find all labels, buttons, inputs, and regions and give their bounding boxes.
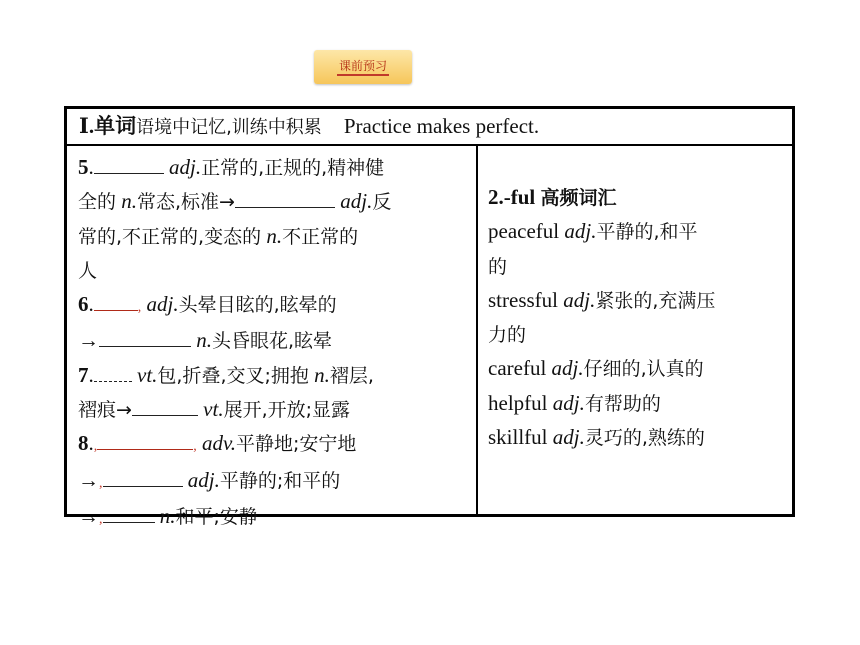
section-label: Ⅰ.单词 (79, 114, 137, 138)
item5-pos1: adj. (169, 155, 202, 179)
item8-blank3[interactable] (103, 504, 155, 523)
word-pos: adj. (551, 356, 584, 381)
right-heading-en: 2.-ful (488, 185, 536, 209)
item6-pos1: adj. (146, 292, 179, 317)
item8-def3: 和平;安静 (175, 505, 258, 528)
item6-blank2[interactable] (99, 328, 191, 347)
item7-pos3: vt. (203, 397, 224, 422)
item7-line1: 7. vt.包,折叠,交叉;拥抱 n.褶层, (78, 362, 374, 387)
item8-blank1[interactable] (97, 431, 193, 450)
item8-arrow2: → (78, 503, 99, 528)
word-row (488, 284, 784, 318)
word-def: 有帮助的 (584, 392, 661, 415)
word-row (488, 421, 784, 455)
item8-pos2: adj. (187, 467, 220, 492)
item8-pos1: adv. (202, 431, 237, 456)
word-pos: adj. (564, 219, 597, 244)
word-en: skillful (488, 425, 548, 450)
item8-line2: →, adj.平静的;和平的 (78, 467, 341, 492)
item8-def2: 平静的;和平的 (219, 469, 341, 492)
word-en: peaceful (488, 219, 560, 244)
item8-def1: 平静地;安宁地 (236, 433, 357, 456)
item5-pos3: adj. (340, 189, 373, 214)
item7-pos1: vt. (137, 362, 158, 387)
word-row-cont (488, 250, 784, 284)
vocab-table (64, 106, 795, 528)
item8-number: 8 (78, 431, 89, 456)
word-row (488, 387, 784, 421)
item6-number: 6 (78, 292, 89, 317)
section-subtitle: 语境中记忆,训练中积累 (136, 117, 322, 138)
item5-def3: 反 (372, 191, 392, 214)
item5-blank2[interactable] (235, 189, 335, 208)
item7-def2b: 褶痕→ (78, 399, 132, 422)
right-heading (488, 181, 784, 215)
item5-def3b: 常的,不正常的,变态的 (78, 225, 262, 248)
item7-def1: 包,折叠,交叉;拥抱 (157, 364, 309, 387)
word-en: helpful (488, 390, 548, 415)
word-pos: adj. (552, 425, 585, 450)
word-en: careful (488, 356, 547, 381)
item6-arrow: → (78, 328, 99, 353)
word-def-cont: 的 (488, 255, 508, 278)
item5-line4 (78, 254, 470, 288)
motto: Practice makes perfect. (343, 114, 540, 138)
item5-blank1[interactable] (94, 155, 164, 174)
item8-line3: →, n.和平;安静 (78, 503, 258, 528)
item7-blank1[interactable] (94, 363, 132, 382)
item5-def4b: 人 (78, 259, 98, 282)
item7-line2 (78, 393, 470, 427)
item7-blank2[interactable] (132, 397, 198, 416)
item5-pos4: n. (266, 223, 283, 248)
item5-line2 (78, 185, 470, 219)
item7-def3: 展开,开放;显露 (223, 399, 351, 422)
word-def-cont: 力的 (488, 324, 527, 347)
word-def: 仔细的,认真的 (583, 358, 704, 381)
item5-number: 5 (78, 155, 89, 179)
word-en: stressful (488, 287, 558, 312)
badge-label: 课前预习 (337, 59, 389, 76)
item8-line1: 8., , adv.平静地;安宁地 (78, 431, 357, 456)
item5-line1: 5. adj.正常的,正规的,精神健 (78, 155, 385, 179)
item5-def2: 常态,标准→ (137, 191, 235, 214)
item5-pos2: n. (121, 189, 138, 214)
item6-line1: 6. , adj.头晕目眩的,眩晕的 (78, 292, 337, 317)
item5-line3 (78, 220, 470, 254)
word-pos: adj. (563, 287, 596, 312)
item8-blank2[interactable] (103, 468, 183, 487)
item6-pos2: n. (196, 328, 212, 353)
item7-number: 7 (78, 362, 89, 387)
word-def: 平静的,和平 (596, 221, 698, 244)
word-row (488, 352, 784, 386)
table-header (67, 109, 792, 146)
item7-pos2: n. (314, 362, 330, 387)
right-heading-cn: 高频词汇 (540, 187, 617, 209)
item6-blank1[interactable] (94, 292, 138, 311)
word-row (488, 215, 784, 249)
item5-def4: 不正常的 (282, 225, 359, 248)
word-def: 紧张的,充满压 (595, 289, 716, 312)
left-column (78, 151, 470, 536)
item6-def2: 头昏眼花,眩晕 (212, 330, 333, 353)
right-column (488, 181, 784, 455)
item8-arrow1: → (78, 467, 99, 492)
column-divider (476, 146, 478, 514)
section-badge (314, 50, 412, 84)
item5-def1b: 全的 (78, 191, 117, 214)
word-row-cont (488, 318, 784, 352)
word-def: 灵巧的,熟练的 (584, 427, 705, 450)
item5-def1: 正常的,正规的,精神健 (201, 157, 385, 179)
item7-def2: 褶层, (329, 364, 374, 387)
item8-pos3: n. (159, 503, 176, 528)
item6-def1: 头晕目眩的,眩晕的 (178, 294, 337, 317)
word-pos: adj. (552, 390, 585, 415)
item6-line2 (78, 324, 470, 358)
